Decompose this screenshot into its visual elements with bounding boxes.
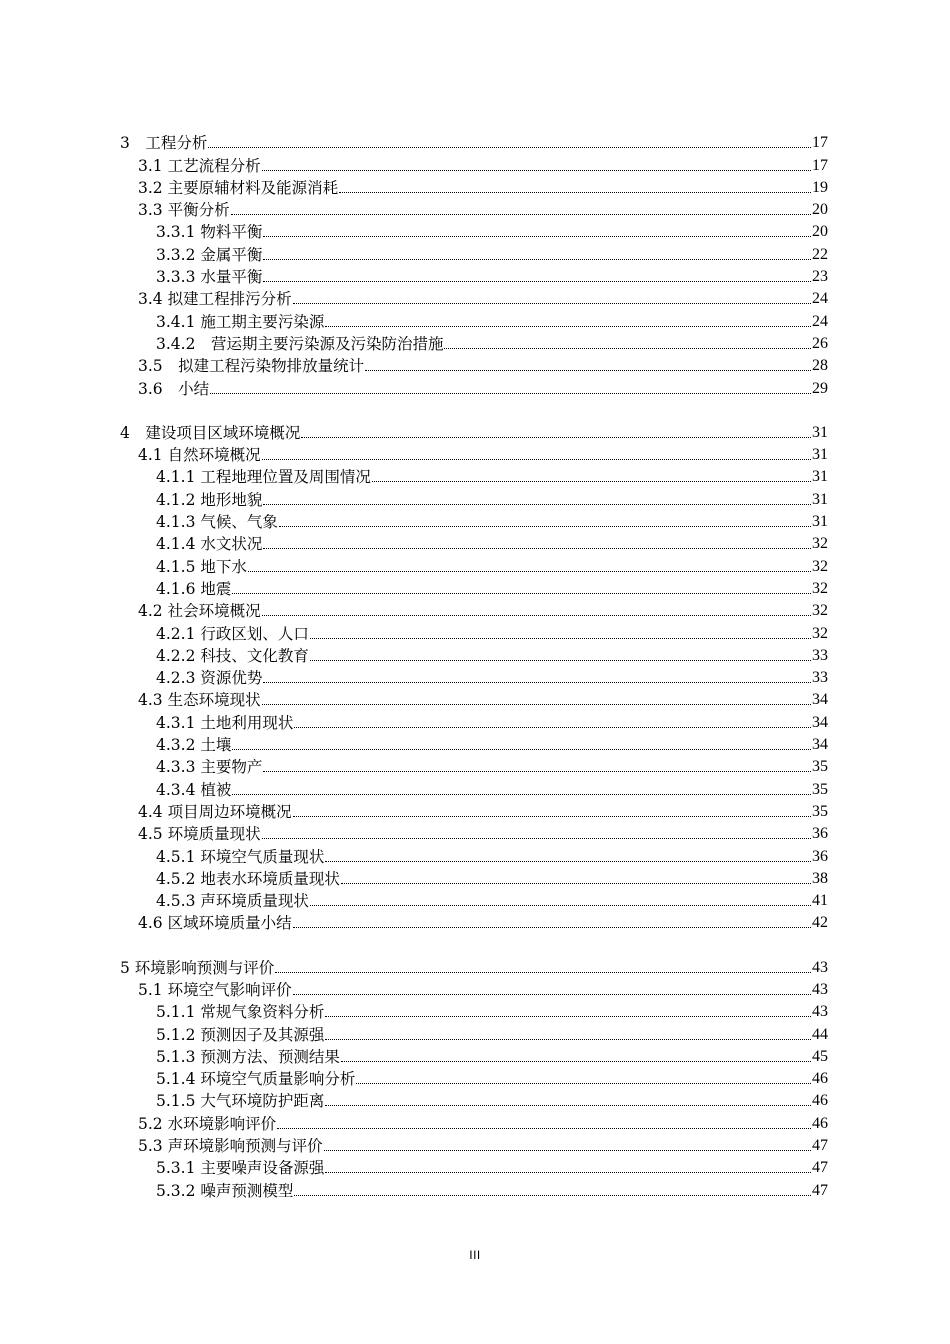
- toc-entry-title: 4.5 环境质量现状: [138, 825, 261, 844]
- toc-entry-title: 4 建设项目区域环境概况: [120, 423, 301, 442]
- toc-entry[interactable]: [120, 955, 828, 977]
- toc-section: [120, 421, 828, 934]
- toc-entry-title: 4.1.5 地下水: [156, 557, 247, 576]
- toc-entry[interactable]: [120, 176, 828, 198]
- toc-entry[interactable]: [120, 1000, 828, 1022]
- toc-entry[interactable]: [120, 644, 828, 666]
- toc-entry[interactable]: [120, 1067, 828, 1089]
- toc-entry-page: 17: [812, 156, 828, 174]
- toc-entry-page: 24: [812, 312, 828, 330]
- toc-entry-page: 32: [812, 579, 828, 597]
- toc-entry-title: 3.4 拟建工程排污分析: [138, 290, 292, 309]
- toc-entry-title: 3.4.1 施工期主要污染源: [156, 312, 325, 331]
- toc-entry-page: 35: [812, 758, 828, 776]
- toc-entry-title: 5.1.4 环境空气质量影响分析: [156, 1070, 356, 1089]
- toc-dot-leader: [232, 749, 811, 750]
- toc-dot-leader: [232, 794, 811, 795]
- toc-entry-page: 31: [812, 490, 828, 508]
- toc-entry[interactable]: [120, 1178, 828, 1200]
- toc-entry-page: 32: [812, 624, 828, 642]
- toc-entry[interactable]: [120, 287, 828, 309]
- toc-dot-leader: [356, 1083, 811, 1084]
- toc-dot-leader: [325, 1172, 811, 1173]
- toc-entry-page: 43: [812, 958, 828, 976]
- toc-dot-leader: [277, 1128, 811, 1129]
- toc-dot-leader: [310, 638, 811, 639]
- toc-entry[interactable]: [120, 889, 828, 911]
- toc-dot-leader: [279, 526, 811, 527]
- toc-entry[interactable]: [120, 978, 828, 1000]
- toc-entry-title: 3.2 主要原辅材料及能源消耗: [138, 178, 339, 197]
- toc-entry-title: 4.1.3 气候、气象: [156, 513, 278, 532]
- toc-entry[interactable]: [120, 599, 828, 621]
- toc-entry-title: 3.3.3 水量平衡: [156, 268, 263, 287]
- toc-entry-page: 32: [812, 535, 828, 553]
- toc-entry-page: 19: [812, 178, 828, 196]
- toc-entry-page: 46: [812, 1114, 828, 1132]
- toc-entry[interactable]: [120, 487, 828, 509]
- toc-dot-leader: [263, 771, 811, 772]
- toc-entry-page: 22: [812, 245, 828, 263]
- page-number: III: [469, 1248, 481, 1262]
- toc-entry-title: 3.3.2 金属平衡: [156, 245, 263, 264]
- toc-entry-page: 36: [812, 825, 828, 843]
- toc-entry-title: 4.1 自然环境概况: [138, 446, 261, 465]
- toc-entry-page: 31: [812, 446, 828, 464]
- toc-entry-title: 5.1 环境空气影响评价: [138, 980, 292, 999]
- toc-entry-page: 45: [812, 1047, 828, 1065]
- toc-entry-page: 44: [812, 1025, 828, 1043]
- toc-dot-leader: [325, 1039, 811, 1040]
- toc-entry-page: 31: [812, 468, 828, 486]
- toc-entry-title: 5.1.1 常规气象资料分析: [156, 1003, 325, 1022]
- toc-entry-page: 32: [812, 602, 828, 620]
- toc-dot-leader: [231, 214, 811, 215]
- toc-dot-leader: [339, 192, 811, 193]
- toc-dot-leader: [263, 259, 811, 260]
- toc-entry-title: 4.5.3 声环境质量现状: [156, 892, 309, 911]
- toc-entry[interactable]: [120, 1156, 828, 1178]
- toc-entry[interactable]: [120, 710, 828, 732]
- toc-entry[interactable]: [120, 532, 828, 554]
- toc-entry-page: 28: [812, 357, 828, 375]
- toc-entry[interactable]: [120, 265, 828, 287]
- toc-dot-leader: [262, 459, 811, 460]
- toc-entry-title: 5.1.3 预测方法、预测结果: [156, 1047, 340, 1066]
- toc-entry-title: 4.1.6 地震: [156, 579, 232, 598]
- toc-entry-title: 5.3.2 噪声预测模型: [156, 1181, 294, 1200]
- toc-entry-page: 43: [812, 1003, 828, 1021]
- toc-entry[interactable]: [120, 621, 828, 643]
- toc-entry-page: 35: [812, 780, 828, 798]
- toc-dot-leader: [248, 571, 811, 572]
- toc-dot-leader: [294, 727, 811, 728]
- table-of-contents: [120, 131, 828, 1201]
- toc-entry[interactable]: [120, 443, 828, 465]
- toc-entry-page: 47: [812, 1137, 828, 1155]
- toc-entry[interactable]: [120, 153, 828, 175]
- toc-dot-leader: [262, 170, 811, 171]
- toc-dot-leader: [275, 972, 811, 973]
- toc-entry-title: 4.2 社会环境概况: [138, 602, 261, 621]
- toc-entry-page: 20: [812, 201, 828, 219]
- toc-entry-title: 5.1.5 大气环境防护距离: [156, 1092, 325, 1111]
- toc-dot-leader: [341, 883, 811, 884]
- toc-dot-leader: [263, 236, 811, 237]
- toc-entry[interactable]: [120, 198, 828, 220]
- toc-entry-page: 29: [812, 379, 828, 397]
- toc-entry-page: 36: [812, 847, 828, 865]
- toc-dot-leader: [262, 615, 811, 616]
- toc-dot-leader: [263, 504, 811, 505]
- toc-entry[interactable]: [120, 1045, 828, 1067]
- toc-entry-page: 41: [812, 892, 828, 910]
- toc-entry[interactable]: [120, 376, 828, 398]
- toc-entry-title: 4.1.4 水文状况: [156, 535, 263, 554]
- toc-entry[interactable]: [120, 242, 828, 264]
- toc-entry[interactable]: [120, 577, 828, 599]
- toc-entry-title: 4.2.2 科技、文化教育: [156, 646, 309, 665]
- toc-entry-title: 5.2 水环境影响评价: [138, 1114, 277, 1133]
- toc-entry[interactable]: [120, 465, 828, 487]
- toc-entry-page: 33: [812, 646, 828, 664]
- toc-entry-title: 4.6 区域环境质量小结: [138, 914, 292, 933]
- toc-dot-leader: [293, 303, 811, 304]
- toc-dot-leader: [310, 905, 811, 906]
- toc-dot-leader: [293, 927, 811, 928]
- toc-entry[interactable]: [120, 354, 828, 376]
- toc-entry[interactable]: [120, 332, 828, 354]
- toc-entry-page: 47: [812, 1181, 828, 1199]
- toc-dot-leader: [262, 704, 811, 705]
- toc-entry[interactable]: [120, 1089, 828, 1111]
- toc-entry-page: 38: [812, 869, 828, 887]
- toc-entry-title: 5.3.1 主要噪声设备源强: [156, 1159, 325, 1178]
- toc-section: [120, 131, 828, 399]
- toc-entry-page: 31: [812, 423, 828, 441]
- toc-entry-title: 4.2.3 资源优势: [156, 669, 263, 688]
- toc-dot-leader: [310, 660, 811, 661]
- toc-entry[interactable]: [120, 822, 828, 844]
- toc-entry[interactable]: [120, 554, 828, 576]
- toc-entry-page: 46: [812, 1092, 828, 1110]
- toc-entry[interactable]: [120, 777, 828, 799]
- toc-entry-page: 43: [812, 980, 828, 998]
- toc-entry-page: 31: [812, 513, 828, 531]
- toc-entry-page: 47: [812, 1159, 828, 1177]
- toc-entry-page: 34: [812, 736, 828, 754]
- toc-entry-page: 46: [812, 1070, 828, 1088]
- toc-entry-page: 17: [812, 134, 828, 152]
- toc-entry[interactable]: [120, 844, 828, 866]
- toc-entry-title: 4.2.1 行政区划、人口: [156, 624, 309, 643]
- toc-dot-leader: [301, 437, 811, 438]
- toc-entry-title: 4.3.2 土壤: [156, 736, 232, 755]
- toc-entry-title: 4.3.4 植被: [156, 780, 232, 799]
- toc-section: [120, 955, 828, 1200]
- toc-entry-page: 20: [812, 223, 828, 241]
- toc-dot-leader: [365, 370, 811, 371]
- toc-entry-page: 23: [812, 268, 828, 286]
- toc-entry-title: 3.1 工艺流程分析: [138, 156, 261, 175]
- toc-entry-page: 34: [812, 713, 828, 731]
- toc-entry[interactable]: [120, 733, 828, 755]
- toc-dot-leader: [372, 481, 811, 482]
- toc-entry-title: 4.1.1 工程地理位置及周围情况: [156, 468, 371, 487]
- toc-entry-title: 4.3.3 主要物产: [156, 758, 263, 777]
- toc-entry-page: 24: [812, 290, 828, 308]
- toc-entry[interactable]: [120, 867, 828, 889]
- toc-entry[interactable]: [120, 510, 828, 532]
- toc-dot-leader: [210, 393, 811, 394]
- toc-entry[interactable]: [120, 131, 828, 153]
- toc-entry-page: 33: [812, 669, 828, 687]
- toc-entry-title: 4.5.1 环境空气质量现状: [156, 847, 325, 866]
- toc-dot-leader: [294, 1195, 811, 1196]
- toc-entry-title: 3.3 平衡分析: [138, 201, 230, 220]
- toc-entry[interactable]: [120, 1134, 828, 1156]
- toc-entry-title: 4.4 项目周边环境概况: [138, 802, 292, 821]
- toc-dot-leader: [293, 816, 811, 817]
- toc-dot-leader: [325, 1105, 811, 1106]
- toc-dot-leader: [325, 1016, 811, 1017]
- toc-dot-leader: [232, 593, 811, 594]
- toc-entry[interactable]: [120, 800, 828, 822]
- toc-dot-leader: [324, 1150, 811, 1151]
- toc-entry-title: 3.6 小结: [138, 379, 210, 398]
- toc-entry-page: 34: [812, 691, 828, 709]
- toc-entry-page: 42: [812, 914, 828, 932]
- toc-entry-title: 4.1.2 地形地貌: [156, 490, 263, 509]
- toc-entry[interactable]: [120, 421, 828, 443]
- toc-dot-leader: [262, 838, 811, 839]
- toc-dot-leader: [263, 682, 811, 683]
- toc-entry-title: 4.5.2 地表水环境质量现状: [156, 869, 340, 888]
- toc-entry-title: 5.3 声环境影响预测与评价: [138, 1137, 323, 1156]
- toc-dot-leader: [293, 994, 811, 995]
- toc-entry[interactable]: [120, 666, 828, 688]
- toc-entry-title: 5.1.2 预测因子及其源强: [156, 1025, 325, 1044]
- toc-entry-title: 3.3.1 物料平衡: [156, 223, 263, 242]
- toc-entry-title: 4.3 生态环境现状: [138, 691, 261, 710]
- toc-entry[interactable]: [120, 688, 828, 710]
- toc-entry-page: 26: [812, 334, 828, 352]
- toc-entry-title: 5 环境影响预测与评价: [120, 958, 275, 977]
- toc-entry[interactable]: [120, 1111, 828, 1133]
- toc-dot-leader: [263, 281, 811, 282]
- toc-dot-leader: [341, 1061, 811, 1062]
- toc-dot-leader: [325, 326, 811, 327]
- toc-entry-title: 3.5 拟建工程污染物排放量统计: [138, 357, 365, 376]
- toc-entry[interactable]: [120, 755, 828, 777]
- toc-entry[interactable]: [120, 220, 828, 242]
- toc-dot-leader: [208, 147, 811, 148]
- toc-dot-leader: [444, 348, 811, 349]
- toc-entry-title: 3 工程分析: [120, 134, 208, 153]
- toc-entry-title: 3.4.2 营运期主要污染源及污染防治措施: [156, 334, 444, 353]
- toc-entry[interactable]: [120, 1022, 828, 1044]
- toc-dot-leader: [263, 548, 811, 549]
- toc-entry[interactable]: [120, 911, 828, 933]
- toc-entry-page: 32: [812, 557, 828, 575]
- toc-entry[interactable]: [120, 309, 828, 331]
- toc-entry-page: 35: [812, 802, 828, 820]
- toc-dot-leader: [325, 861, 811, 862]
- toc-entry-title: 4.3.1 土地利用现状: [156, 713, 294, 732]
